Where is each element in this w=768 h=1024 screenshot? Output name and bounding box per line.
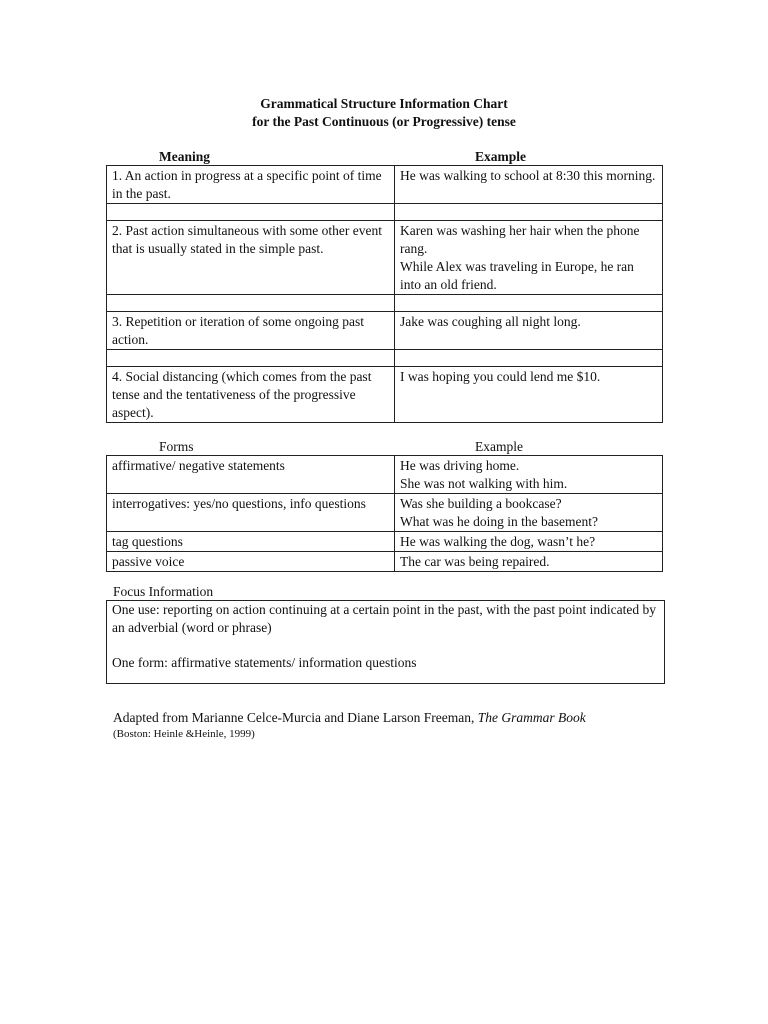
focus-information-box: [106, 600, 665, 684]
chart-title-line-1: Grammatical Structure Information Chart: [260, 96, 508, 111]
example-cell: [395, 456, 663, 494]
forms-example-column-header: Example: [475, 439, 523, 454]
table-spacer-row: [107, 295, 663, 312]
example-cell: [395, 221, 663, 295]
chart-title-line-2: for the Past Continuous (or Progressive) tense: [252, 114, 516, 129]
example-cell: I was hoping you could lend me $10.: [395, 367, 663, 423]
credit-text: Adapted from Marianne Celce-Murcia and Diane Larson Freeman,: [113, 710, 478, 725]
example-line: He was driving home.: [400, 458, 520, 473]
table-row: [107, 221, 663, 295]
table-row: [107, 456, 663, 494]
meaning-cell: 1. An action in progress at a specific point of time in the past.: [107, 166, 395, 204]
table-row: [107, 312, 663, 350]
meaning-table: [106, 165, 663, 423]
form-cell: passive voice: [107, 552, 395, 572]
meaning-cell: 2. Past action simultaneous with some other event that is usually stated in the simple past.: [107, 221, 395, 295]
example-cell: The car was being repaired.: [395, 552, 663, 572]
example-column-header: Example: [475, 149, 527, 164]
form-cell: interrogatives: yes/no questions, info questions: [107, 494, 395, 532]
book-title: The Grammar Book: [477, 710, 586, 725]
example-line: Was she building a bookcase?: [400, 496, 562, 511]
publisher-info: (Boston: Heinle &Heinle, 1999): [113, 728, 255, 740]
example-line: She was not walking with him.: [400, 476, 568, 491]
meaning-cell: 3. Repetition or iteration of some ongoing past action.: [107, 312, 395, 350]
example-line: What was he doing in the basement?: [400, 514, 598, 529]
form-cell: tag questions: [107, 532, 395, 552]
focus-use-text: One use: reporting on action continuing at a certain point in the past, with the past point indicated by an adverbial (word or phrase): [112, 602, 656, 635]
forms-column-header: Forms: [159, 439, 194, 454]
table-row: [107, 532, 663, 552]
meaning-cell: 4. Social distancing (which comes from the past tense and the tentativeness of the progressive aspect).: [107, 367, 395, 423]
focus-form-text: One form: affirmative statements/ information questions: [112, 655, 417, 670]
table-spacer-row: [107, 204, 663, 221]
example-line: While Alex was traveling in Europe, he ran into an old friend.: [400, 259, 634, 292]
table-spacer-row: [107, 350, 663, 367]
example-cell: [395, 494, 663, 532]
table-row: [107, 367, 663, 423]
example-cell: He was walking the dog, wasn’t he?: [395, 532, 663, 552]
table-row: [107, 166, 663, 204]
table-row: [107, 494, 663, 532]
focus-heading: Focus Information: [113, 584, 214, 599]
example-line: Karen was washing her hair when the phone rang.: [400, 223, 640, 256]
example-cell: He was walking to school at 8:30 this morning.: [395, 166, 663, 204]
meaning-column-header: Meaning: [159, 149, 211, 164]
table-row: [107, 552, 663, 572]
form-cell: affirmative/ negative statements: [107, 456, 395, 494]
example-cell: Jake was coughing all night long.: [395, 312, 663, 350]
source-credit: [113, 709, 586, 727]
forms-table: [106, 455, 663, 572]
